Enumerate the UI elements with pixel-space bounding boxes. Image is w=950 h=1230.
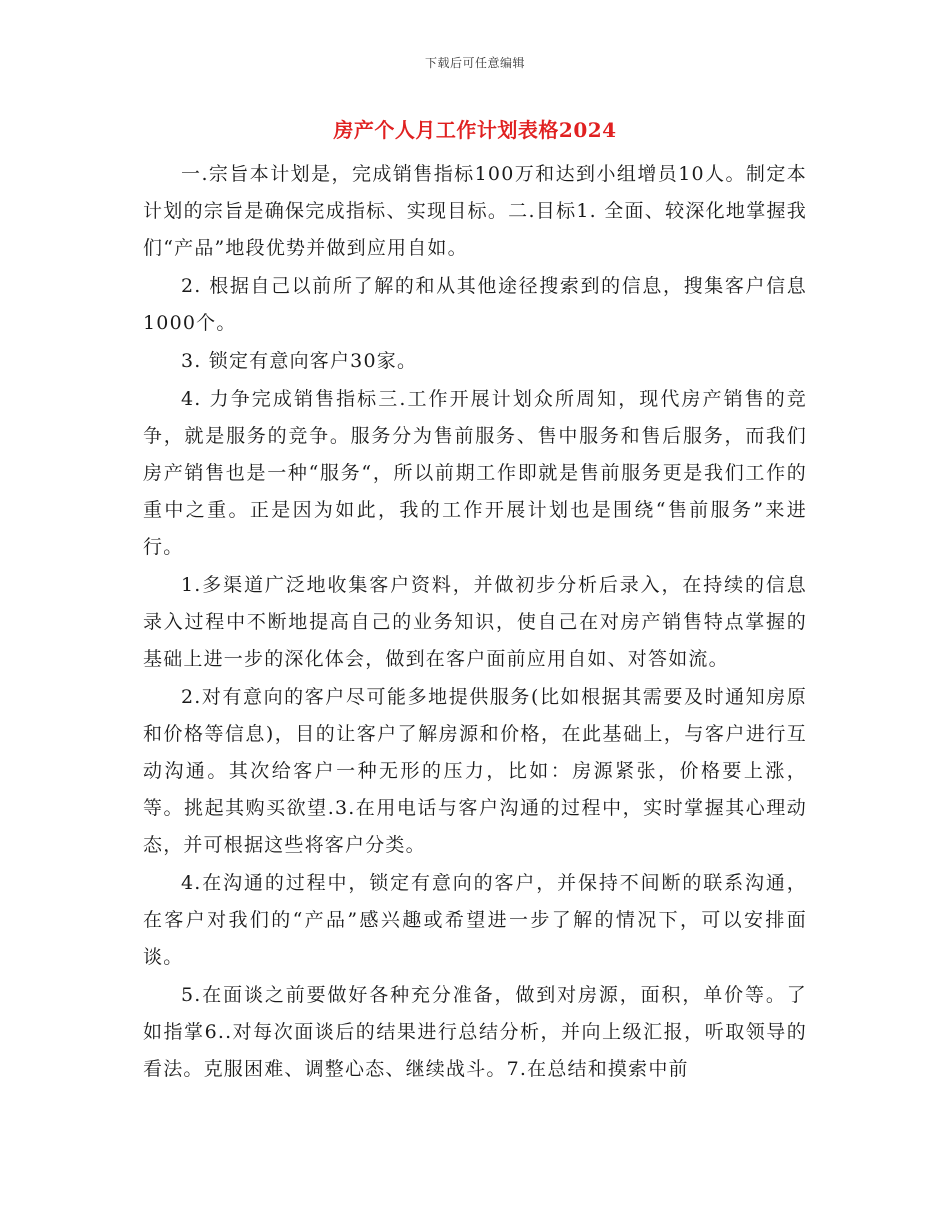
document-body	[143, 156, 807, 1089]
paragraph: 3. 锁定有意向客户30家。	[181, 350, 418, 372]
paragraph: 4.在沟通的过程中，锁定有意向的客户，并保持不间断的联系沟通，在客户对我们的“产品”感兴趣或希望进一步了解的情况下，可以安排面谈。	[143, 872, 807, 968]
header-note: 下载后可任意编辑	[424, 56, 525, 70]
paragraph: 5.在面谈之前要做好各种充分准备，做到对房源，面积，单价等。了如指掌6..对每次面谈后的结果进行总结分析，并向上级汇报，听取领导的看法。克服困难、调整心态、继续战斗。7.在总结和摸索中前	[143, 984, 807, 1080]
paragraph: 一.宗旨本计划是，完成销售指标100万和达到小组增员10人。制定本计划的宗旨是确保完成指标、实现目标。二.目标1. 全面、较深化地掌握我们“产品”地段优势并做到应用自如。	[143, 163, 807, 259]
paragraph: 2. 根据自己以前所了解的和从其他途径搜索到的信息，搜集客户信息1000个。	[143, 275, 807, 334]
paragraph: 1.多渠道广泛地收集客户资料，并做初步分析后录入，在持续的信息录入过程中不断地提高自己的业务知识，使自己在对房产销售特点掌握的基础上进一步的深化体会，做到在客户面前应用自如、对答如流。	[143, 574, 807, 670]
paragraph: 2.对有意向的客户尽可能多地提供服务(比如根据其需要及时通知房原和价格等信息)，目的让客户了解房源和价格，在此基础上，与客户进行互动沟通。其次给客户一种无形的压力，比如：房源紧张，价格要上涨，等。挑起其购买欲望.3.在用电话与客户沟通的过程中，实时掌握其心理动态，并可根据这些将客户分类。	[143, 686, 807, 856]
document-title: 房产个人月工作计划表格2024	[333, 118, 617, 142]
paragraph: 4. 力争完成销售指标三.工作开展计划众所周知，现代房产销售的竞争，就是服务的竞争。服务分为售前服务、售中服务和售后服务，而我们房产销售也是一种“服务“，所以前期工作即就是售前服务更是我们工作的重中之重。正是因为如此，我的工作开展计划也是围绕“售前服务”来进行。	[143, 388, 807, 558]
